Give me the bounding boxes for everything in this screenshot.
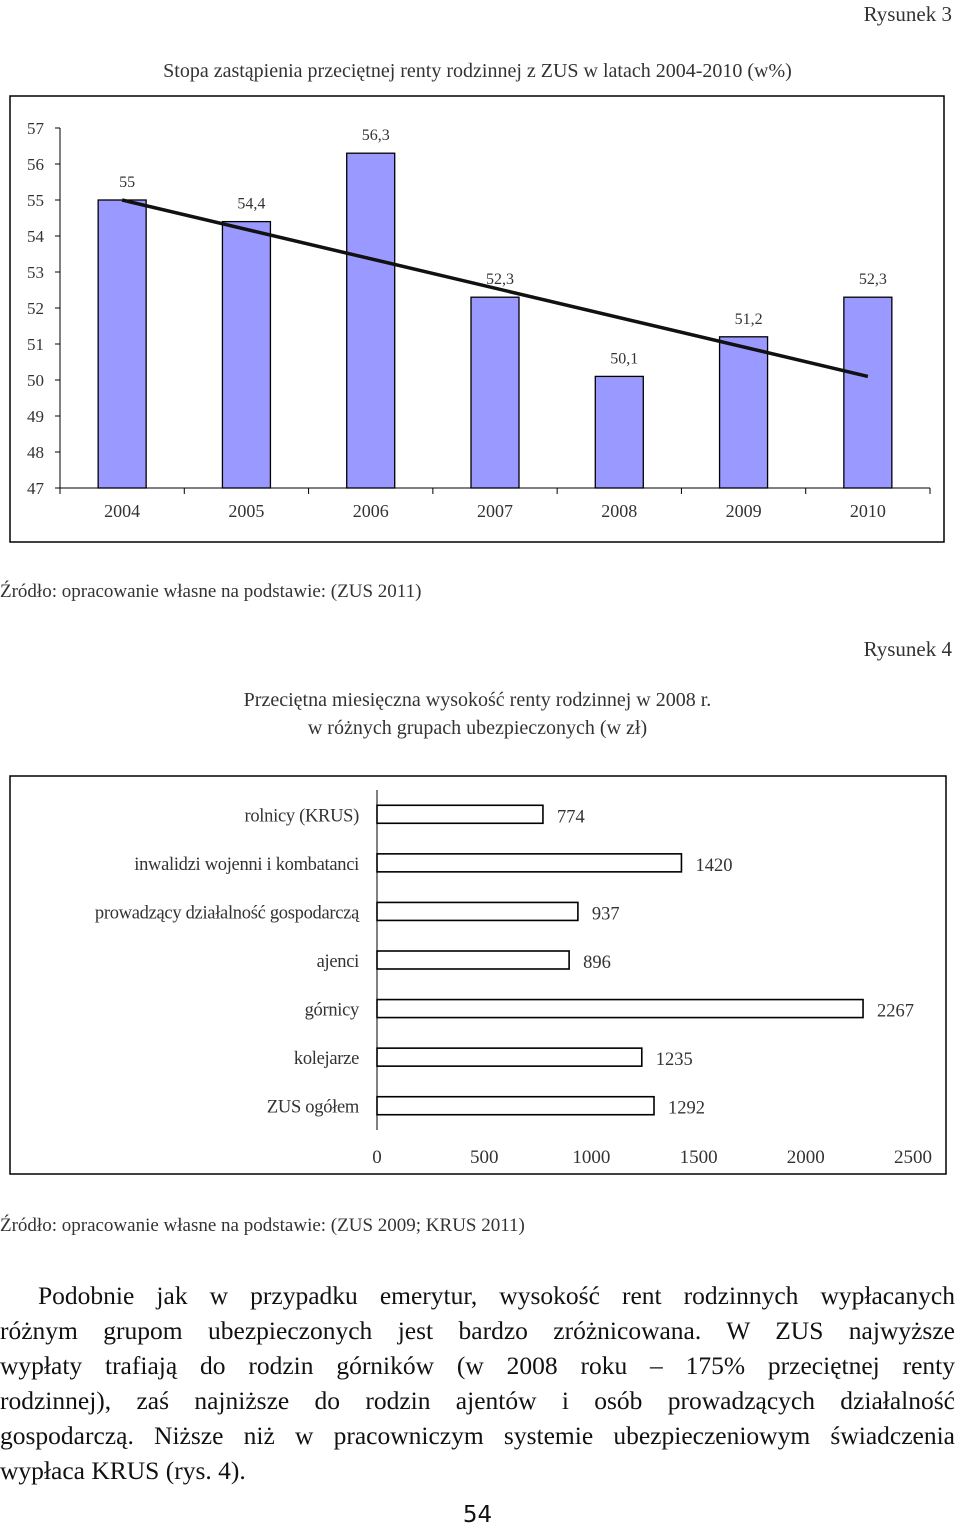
y-tick-label: 50	[27, 371, 44, 390]
figure3-bar-chart	[0, 90, 960, 550]
data-label: 56,3	[361, 127, 390, 145]
category-label: ZUS ogółem	[266, 1097, 359, 1118]
category-label: inwalidzi wojenni i kombatanci	[134, 854, 359, 875]
x-tick-label: 2008	[601, 501, 638, 521]
x-tick-label: 2004	[104, 501, 141, 521]
data-label: 1292	[668, 1098, 706, 1119]
figure4-label: Rysunek 4	[863, 637, 952, 661]
x-tick-label: 500	[469, 1147, 499, 1168]
category-label: kolejarze	[293, 1049, 359, 1070]
data-label: 896	[583, 953, 611, 973]
x-tick-label: 2010	[849, 501, 886, 521]
category-label: ajenci	[316, 952, 359, 972]
x-tick-label: 1500	[679, 1147, 718, 1168]
y-tick-label: 47	[27, 479, 44, 498]
y-tick-label: 57	[27, 119, 44, 138]
bar	[377, 902, 578, 920]
data-label: 54,4	[237, 195, 266, 213]
paragraph-line: gospodarczą. Niższe niż w pracowniczym systemie ubezpieczeniowym świadczenia	[0, 1421, 955, 1450]
data-label: 1420	[695, 855, 733, 876]
figure3-source: Źródło: opracowanie własne na podstawie: (ZUS 2011)	[0, 581, 422, 602]
bar	[377, 1048, 642, 1066]
y-tick-label: 48	[27, 443, 44, 462]
bar	[377, 1000, 863, 1018]
bar	[98, 200, 146, 488]
bar	[471, 297, 519, 488]
figure4-title-line1: Przeciętna miesięczna wysokość renty rodzinnej w 2008 r.	[243, 689, 712, 711]
category-label: rolnicy (KRUS)	[244, 806, 359, 827]
bar	[377, 951, 569, 969]
figure4-title-line2: w różnych grupach ubezpieczonych (w zł)	[307, 717, 648, 739]
data-label: 55	[119, 174, 136, 191]
bar	[377, 805, 543, 823]
paragraph-line: wypłaty trafiają do rodzin górników (w 2008 roku – 175% przeciętnej renty	[0, 1351, 955, 1380]
x-tick-label: 2500	[894, 1147, 932, 1168]
bar	[595, 376, 643, 488]
bar	[844, 297, 892, 488]
data-label: 51,2	[734, 310, 763, 328]
bar	[377, 1097, 654, 1115]
category-label: prowadzący działalność gospodarczą	[94, 903, 359, 924]
data-label: 937	[591, 904, 620, 925]
y-tick-label: 51	[27, 335, 44, 354]
bar	[347, 153, 395, 488]
y-tick-label: 49	[27, 407, 44, 426]
figure4-source: Źródło: opracowanie własne na podstawie: (ZUS 2009; KRUS 2011)	[0, 1215, 525, 1236]
x-tick-label: 0	[372, 1147, 382, 1168]
category-label: górnicy	[304, 1000, 359, 1021]
x-tick-label: 2007	[477, 501, 513, 521]
y-tick-label: 54	[27, 227, 44, 246]
data-label: 52,3	[858, 271, 887, 289]
data-label: 2267	[877, 1001, 915, 1022]
bar	[377, 854, 681, 872]
bar	[222, 222, 270, 488]
x-tick-label: 2009	[725, 501, 762, 521]
figure4-bar-chart	[0, 770, 960, 1180]
y-tick-label: 53	[27, 263, 44, 282]
figure3-title: Stopa zastąpienia przeciętnej renty rodzinnej z ZUS w latach 2004-2010 (w%)	[163, 60, 792, 82]
y-tick-label: 56	[27, 155, 44, 174]
paragraph-line: rodzinnej), zaś najniższe do rodzin ajentów i osób prowadzących działalność	[0, 1386, 955, 1415]
y-tick-label: 55	[27, 191, 44, 210]
data-label: 50,1	[610, 350, 639, 368]
body-paragraph	[0, 1278, 955, 1488]
bar	[720, 337, 768, 488]
page-number: 54	[462, 1502, 493, 1528]
y-tick-label: 52	[27, 299, 44, 318]
paragraph-line: Podobnie jak w przypadku emerytur, wysokość rent rodzinnych wypłacanych	[38, 1281, 955, 1310]
data-label: 1235	[655, 1050, 693, 1071]
data-label: 774	[556, 807, 585, 828]
x-tick-label: 2000	[786, 1147, 825, 1168]
figure3-label: Rysunek 3	[863, 2, 952, 26]
x-tick-label: 2006	[352, 501, 389, 521]
paragraph-line: różnym grupom ubezpieczonych jest bardzo zróżnicowana. W ZUS najwyższe	[0, 1316, 955, 1345]
x-tick-label: 1000	[572, 1147, 611, 1168]
paragraph-line: wypłaca KRUS (rys. 4).	[0, 1456, 246, 1485]
data-label: 52,3	[486, 271, 514, 289]
x-tick-label: 2005	[228, 501, 265, 521]
